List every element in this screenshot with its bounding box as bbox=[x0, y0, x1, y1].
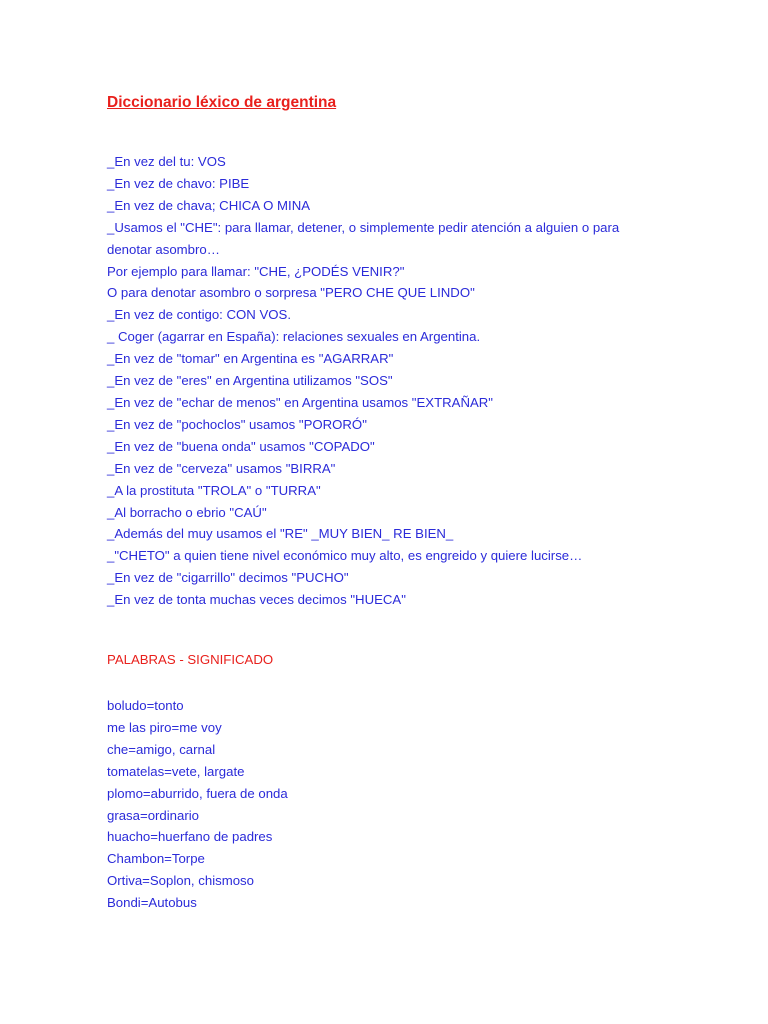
word-entry: huacho=huerfano de padres bbox=[107, 829, 273, 845]
dictionary-line: _A la prostituta "TROLA" o "TURRA" bbox=[107, 482, 321, 498]
dictionary-line: _Usamos el "CHE": para llamar, detener, o simplemente pedir atención a alguien o para bbox=[107, 219, 620, 235]
dictionary-line: _En vez del tu: VOS bbox=[107, 154, 226, 169]
dictionary-line: denotar asombro… bbox=[107, 241, 220, 257]
dictionary-list bbox=[107, 151, 619, 611]
word-entry: grasa=ordinario bbox=[107, 807, 200, 823]
word-entry: plomo=aburrido, fuera de onda bbox=[107, 785, 288, 801]
dictionary-line: _En vez de chava; CHICA O MINA bbox=[107, 197, 311, 213]
dictionary-line: _En vez de "echar de menos" en Argentina usamos "EXTRAÑAR" bbox=[107, 394, 493, 410]
word-entry: me las piro=me voy bbox=[107, 719, 222, 735]
dictionary-line: _En vez de "eres" en Argentina utilizamos "SOS" bbox=[107, 373, 393, 389]
dictionary-line: _En vez de "tomar" en Argentina es "AGARRAR" bbox=[107, 351, 394, 367]
dictionary-line: _En vez de "pochoclos" usamos "PORORÓ" bbox=[107, 416, 367, 432]
dictionary-line: _ Coger (agarrar en España): relaciones sexuales en Argentina. bbox=[107, 329, 481, 345]
document-title: Diccionario léxico de argentina bbox=[107, 94, 337, 111]
dictionary-line: _En vez de chavo: PIBE bbox=[107, 175, 250, 191]
dictionary-line: _"CHETO" a quien tiene nivel económico muy alto, es engreido y quiere lucirse… bbox=[107, 548, 583, 564]
word-entry: Bondi=Autobus bbox=[107, 895, 197, 911]
dictionary-line: _En vez de "cerveza" usamos "BIRRA" bbox=[107, 460, 336, 476]
dictionary-line: _En vez de tonta muchas veces decimos "HUECA" bbox=[107, 592, 406, 608]
dictionary-line: Por ejemplo para llamar: "CHE, ¿PODÉS VENIR?" bbox=[107, 263, 405, 279]
dictionary-line: _En vez de "buena onda" usamos "COPADO" bbox=[107, 438, 375, 454]
dictionary-line: _Al borracho o ebrio "CAÚ" bbox=[107, 504, 267, 520]
dictionary-line: O para denotar asombro o sorpresa "PERO CHE QUE LINDO" bbox=[107, 285, 475, 301]
word-entry: Chambon=Torpe bbox=[107, 851, 205, 867]
dictionary-line: _Además del muy usamos el "RE" _MUY BIEN_ RE BIEN_ bbox=[107, 526, 454, 542]
words-list bbox=[107, 695, 288, 914]
word-entry: tomatelas=vete, largate bbox=[107, 763, 245, 779]
section-heading: PALABRAS - SIGNIFICADO bbox=[107, 652, 274, 667]
word-entry: Ortiva=Soplon, chismoso bbox=[107, 873, 254, 889]
word-entry: che=amigo, carnal bbox=[107, 741, 216, 757]
word-entry: boludo=tonto bbox=[107, 698, 184, 713]
dictionary-line: _En vez de contigo: CON VOS. bbox=[107, 307, 291, 323]
dictionary-line: _En vez de "cigarrillo" decimos "PUCHO" bbox=[107, 570, 349, 586]
